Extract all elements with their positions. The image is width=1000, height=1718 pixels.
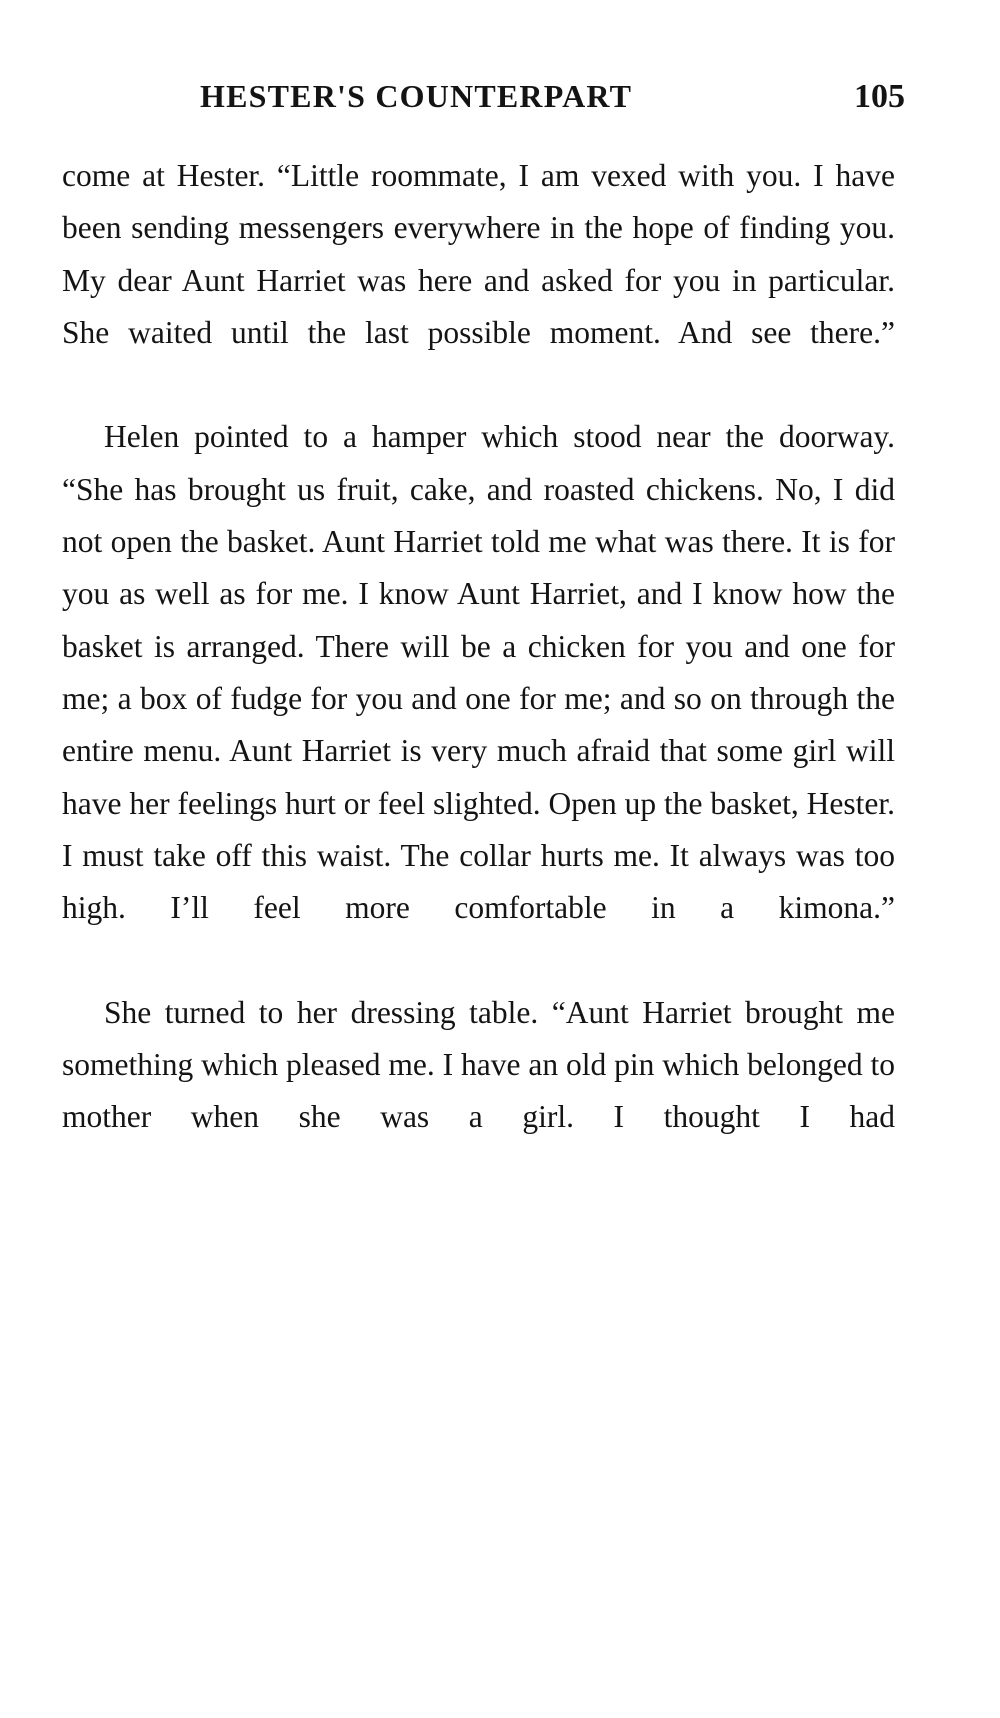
page-number: 105 xyxy=(854,78,905,115)
paragraph: come at Hester. “Little roommate, I am vexed with you. I have been sending messengers everywhere in the hope of finding you. My dear Aunt Harriet was here and asked for you in particular. She waited until the last possible moment. And see there.” xyxy=(62,158,895,350)
paragraph: Helen pointed to a hamper which stood near the doorway. “She has brought us fruit, cake, and roasted chickens. No, I did not open the basket. Aunt Harriet told me what was there. It is for you as well as for me. I know Aunt Harriet, and I know how the basket is arranged. There will be a chicken for you and one for me; a box of fudge for you and one for me; and so on through the entire menu. Aunt Harriet is very much afraid that some girl will have her feelings hurt or feel slighted. Open up the basket, Hester. I must take off this waist. The collar hurts me. It always was too high. I’ll feel more comfortable in a kimona.” xyxy=(62,419,895,926)
page-body xyxy=(0,150,1000,1196)
paragraph: She turned to her dressing table. “Aunt Harriet brought me something which pleased me. I have an old pin which belonged to mother when she was a girl. I thought I had xyxy=(62,994,895,1135)
page-header xyxy=(0,78,1000,116)
running-head: HESTER'S COUNTERPART xyxy=(200,78,633,114)
book-page xyxy=(0,78,1000,1718)
